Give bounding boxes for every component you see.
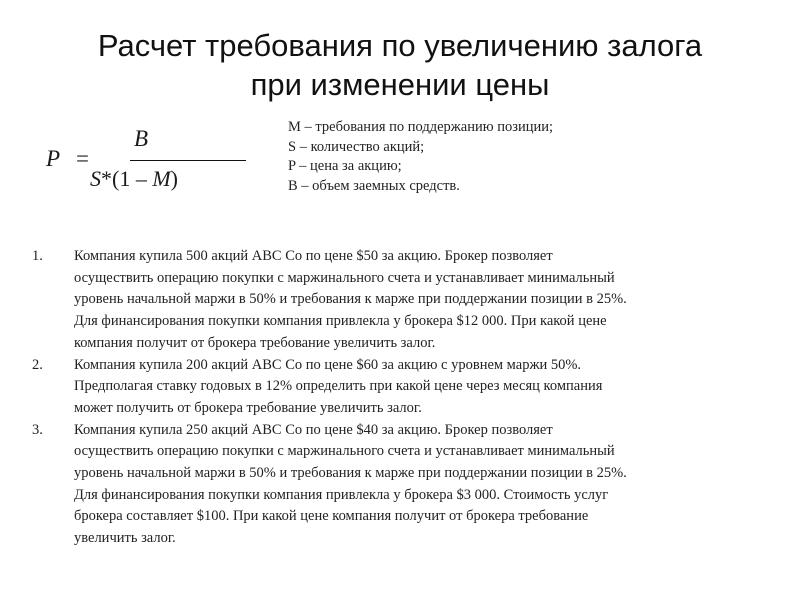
task-line: осуществить операцию покупки с маржинального счета и устанавливает минимальный — [74, 443, 615, 460]
formula-den-s: S — [90, 166, 101, 191]
formula-den-mid: *(1 – — [101, 166, 153, 191]
formula-lhs: P — [46, 146, 61, 171]
fraction-bar — [130, 160, 246, 161]
formula-equals: = — [76, 146, 89, 171]
task-line: Компания купила 500 акций ABC Co по цене $50 за акцию. Брокер позволяет — [74, 248, 553, 264]
legend-item-b: B – объем заемных средств. — [288, 177, 460, 194]
task-line: уровень начальной маржи в 50% и требования к марже при поддержании позиции в 25%. — [74, 291, 627, 308]
slide-title-line-2: при изменении цены — [250, 67, 550, 102]
task-line: уровень начальной маржи в 50% и требования к марже при поддержании позиции в 25%. — [74, 465, 627, 482]
task-list — [32, 246, 772, 550]
task-item-1 — [32, 246, 772, 355]
legend-item-p: P – цена за акцию; — [288, 158, 402, 174]
margin-call-formula — [46, 124, 216, 196]
task-line: Компания купила 250 акций ABC Co по цене $40 за акцию. Брокер позволяет — [74, 421, 553, 438]
formula-numerator: B — [134, 126, 149, 151]
task-line: увеличить залог. — [74, 530, 176, 547]
task-line: может получить от брокера требование увеличить залог. — [74, 399, 422, 416]
task-item-3 — [32, 420, 772, 550]
task-line: Компания купила 200 акций ABC Co по цене $60 за акцию с уровнем маржи 50%. — [74, 356, 582, 373]
task-line: Для финансирования покупки компания привлекла у брокера $12 000. При какой цене — [74, 313, 607, 330]
legend-item-m: M – требования по поддержанию позиции; — [288, 119, 554, 135]
formula-legend — [288, 118, 688, 196]
task-number: 1. — [32, 248, 43, 264]
legend-item-s: S – количество акций; — [288, 138, 425, 155]
slide-title — [40, 26, 760, 104]
formula-den-end: ) — [170, 166, 178, 191]
task-line: брокера составляет $100. При какой цене компания получит от брокера требование — [74, 508, 589, 525]
task-line: компания получит от брокера требование увеличить залог. — [74, 334, 436, 351]
task-line: Предполагая ставку годовых в 12% определить при какой цене через месяц компания — [74, 378, 603, 395]
slide-title-line-1: Расчет требования по увеличению залога — [97, 28, 703, 63]
task-number: 3. — [32, 421, 43, 438]
task-line: осуществить операцию покупки с маржинального счета и устанавливает минимальный — [74, 269, 615, 286]
task-line: Для финансирования покупки компания привлекла у брокера $3 000. Стоимость услуг — [74, 486, 609, 503]
task-item-2 — [32, 355, 772, 420]
formula-denominator — [90, 166, 178, 192]
formula-den-m: M — [152, 166, 171, 191]
task-number: 2. — [32, 356, 43, 373]
